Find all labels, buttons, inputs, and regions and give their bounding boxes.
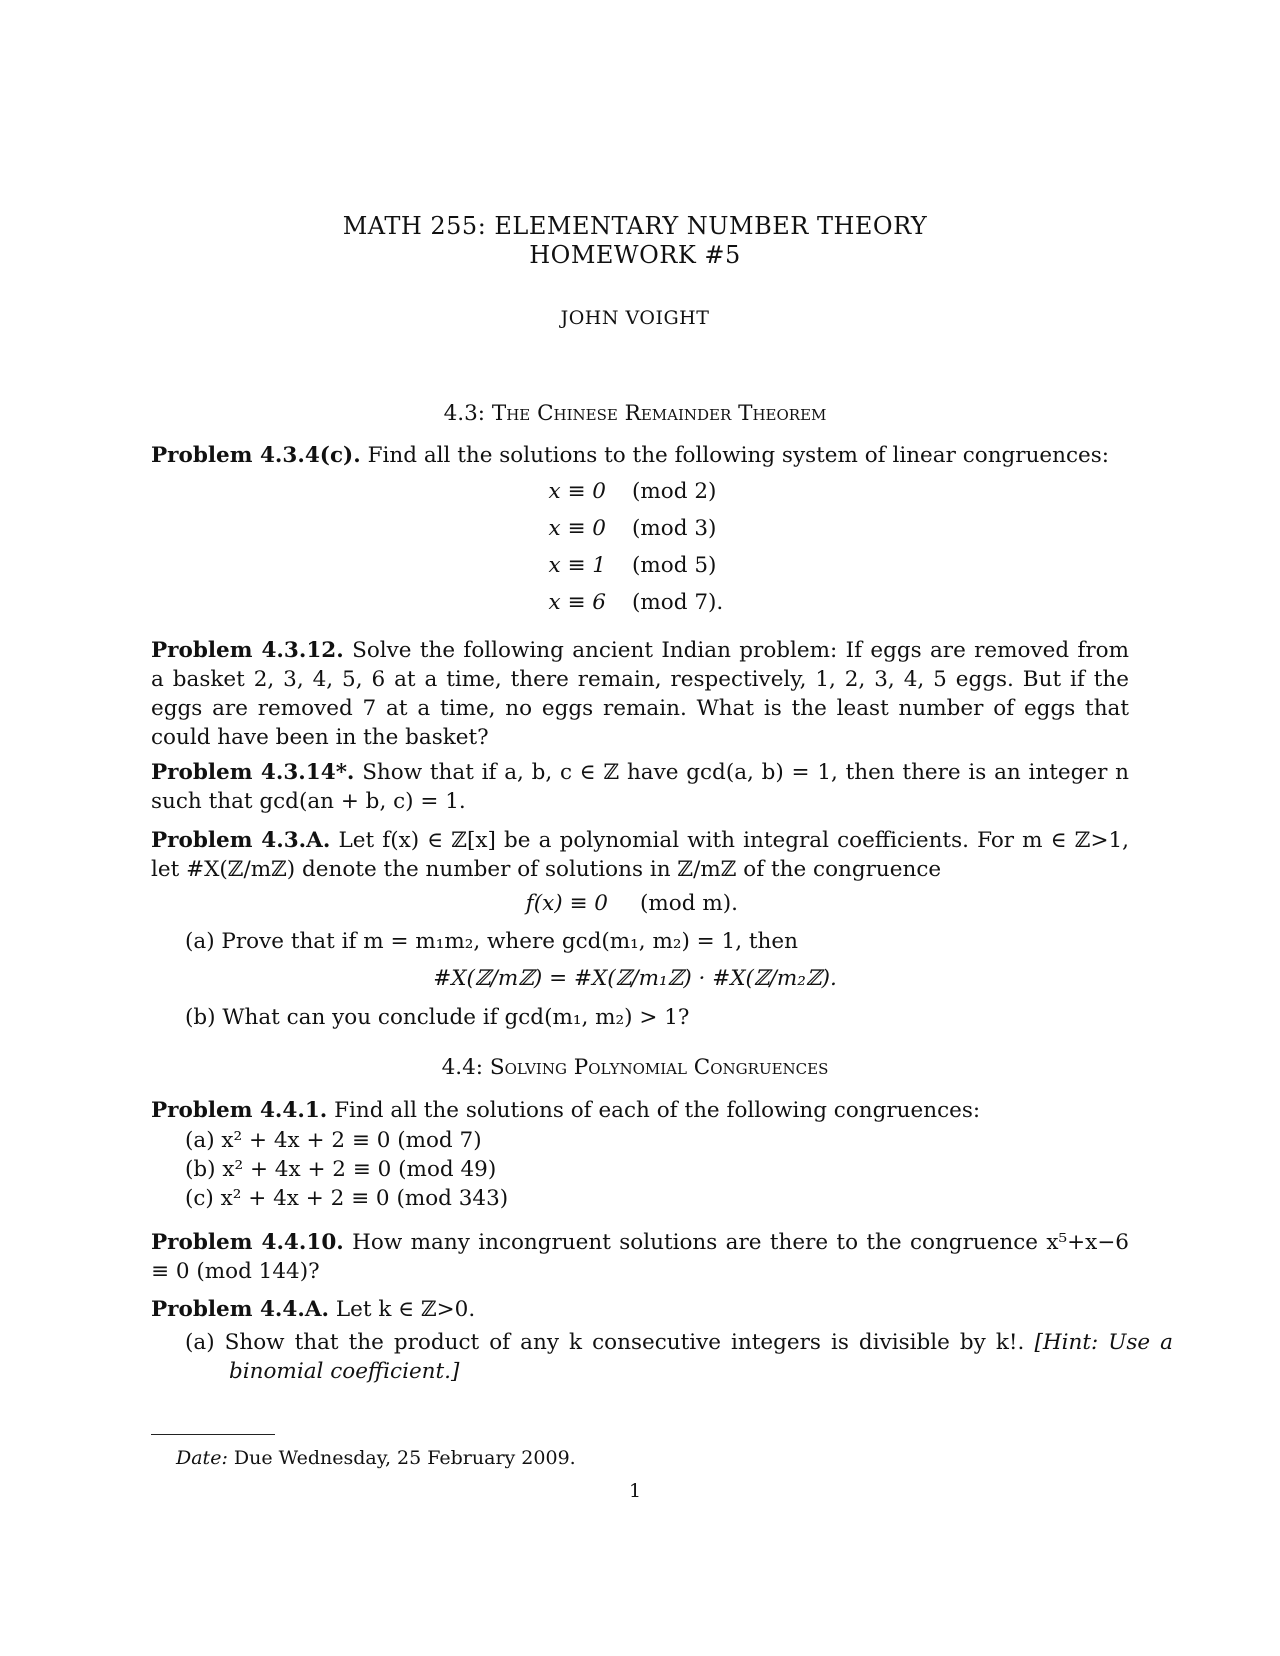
problem-text: Find all the solutions to the following system of linear congruences: <box>367 443 1110 468</box>
congruence-lhs: x ≡ 6 <box>548 590 606 615</box>
problem-4-3-A-part-a: (a) Prove that if m = m₁m₂, where gcd(m₁, m₂) = 1, then <box>185 929 798 954</box>
congruence-modulus: (mod 5) <box>632 553 717 578</box>
footnote <box>176 1447 576 1469</box>
section-title: The Chinese Remainder Theorem <box>491 401 827 426</box>
problem-4-4-A <box>151 1295 1129 1324</box>
part-text: (a) Show that the product of any k consecutive integers is divisible by k!. <box>185 1330 1025 1355</box>
problem-4-4-1-part-a: (a) x² + 4x + 2 ≡ 0 (mod 7) <box>185 1128 482 1153</box>
problem-4-4-1 <box>151 1096 1129 1125</box>
congruence-modulus: (mod 2) <box>632 479 717 504</box>
problem-4-3-A-part-b: (b) What can you conclude if gcd(m₁, m₂) > 1? <box>185 1005 690 1030</box>
display-congruence-lhs: f(x) ≡ 0 <box>525 891 608 916</box>
problem-4-3-A <box>151 826 1129 884</box>
problem-text: Let k ∈ ℤ>0. <box>335 1297 476 1322</box>
section-title: Solving Polynomial Congruences <box>489 1055 829 1080</box>
problem-4-4-A-part-a <box>185 1328 1173 1386</box>
problem-4-3-4c <box>151 441 1129 470</box>
problem-text: Find all the solutions of each of the following congruences: <box>334 1098 981 1123</box>
problem-4-4-1-part-c: (c) x² + 4x + 2 ≡ 0 (mod 343) <box>185 1186 509 1211</box>
problem-text: Solve the following ancient Indian problem: If eggs are removed from a basket 2, 3, 4, 5, 6 at a time, there remain, respectively, 1, 2, 3, 4, 5 eggs. But if the eggs are removed 7 at a time, no eggs remain. What is the least number of eggs that could have been in the basket? <box>151 638 1130 750</box>
problem-label: Problem 4.4.1. <box>151 1098 328 1123</box>
part-hint: [Hint: Use a binomial coefficient.] <box>229 1330 1173 1384</box>
page-number: 1 <box>628 1480 642 1502</box>
section-heading-4-3 <box>0 401 1270 426</box>
problem-label: Problem 4.3.A. <box>151 828 331 853</box>
problem-label: Problem 4.3.4(c). <box>151 443 361 468</box>
problem-label: Problem 4.3.12. <box>151 638 344 663</box>
section-number: 4.3: <box>443 401 486 426</box>
footnote-text: Due Wednesday, 25 February 2009. <box>233 1447 576 1469</box>
problem-text: Show that if a, b, c ∈ ℤ have gcd(a, b) = 1, then there is an integer n such that gcd(an + b, c) = 1. <box>151 760 1129 814</box>
footnote-rule <box>151 1434 275 1435</box>
section-heading-4-4 <box>0 1055 1270 1080</box>
document-title-line1: MATH 255: ELEMENTARY NUMBER THEORY <box>342 212 928 240</box>
display-equation: #X(ℤ/mℤ) = #X(ℤ/m₁ℤ) · #X(ℤ/m₂ℤ). <box>433 966 837 991</box>
congruence-lhs: x ≡ 0 <box>548 516 606 541</box>
document-title-line2: HOMEWORK #5 <box>529 241 741 269</box>
problem-label: Problem 4.4.10. <box>151 1230 344 1255</box>
section-number: 4.4: <box>441 1055 484 1080</box>
congruence-modulus: (mod 3) <box>632 516 717 541</box>
problem-4-3-14 <box>151 758 1129 816</box>
problem-4-3-12 <box>151 636 1129 752</box>
problem-text: Let f(x) ∈ ℤ[x] be a polynomial with integral coefficients. For m ∈ ℤ>1, let #X(ℤ/mℤ) denote the number of solutions in ℤ/mℤ of the congruence <box>151 828 1129 882</box>
problem-text: How many incongruent solutions are there to the congruence x⁵+x−6 ≡ 0 (mod 144)? <box>151 1230 1129 1284</box>
congruence-lhs: x ≡ 1 <box>548 553 606 578</box>
congruence-modulus: (mod 7). <box>632 590 724 615</box>
problem-label: Problem 4.3.14*. <box>151 760 355 785</box>
congruence-lhs: x ≡ 0 <box>548 479 606 504</box>
problem-4-4-1-part-b: (b) x² + 4x + 2 ≡ 0 (mod 49) <box>185 1157 497 1182</box>
problem-4-4-10 <box>151 1228 1129 1286</box>
problem-label: Problem 4.4.A. <box>151 1297 330 1322</box>
display-congruence-rhs: (mod m). <box>640 891 738 916</box>
document-author: JOHN VOIGHT <box>560 307 710 329</box>
footnote-label: Date: <box>176 1447 228 1469</box>
